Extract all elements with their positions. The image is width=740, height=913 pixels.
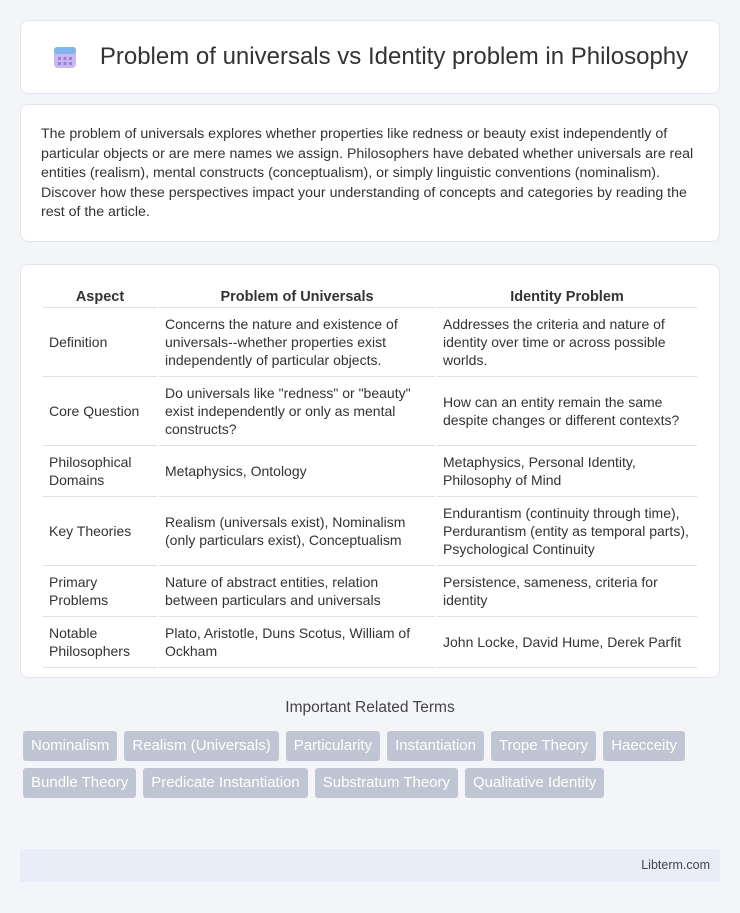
header-aspect: Aspect bbox=[43, 285, 157, 308]
cell-universals: Plato, Aristotle, Duns Scotus, William of Ockham bbox=[159, 617, 435, 668]
page-title: Problem of universals vs Identity problem in Philosophy bbox=[99, 43, 689, 70]
intro-text: The problem of universals explores whether properties like redness or beauty exist independently of particular objects or are mere names we assign. Philosophers have debated whether universals are real entities (realism), mental constructs (conceptualism), or simply linguistic conventions (nominalism). Discover how these perspectives impact your understanding of concepts and categories by reading the rest of the article. bbox=[41, 126, 694, 220]
table-row bbox=[43, 497, 697, 566]
cell-universals: Realism (universals exist), Nominalism (only particulars exist), Conceptualism bbox=[159, 497, 435, 566]
cell-identity: John Locke, David Hume, Derek Parfit bbox=[437, 617, 697, 668]
comparison-table bbox=[41, 285, 699, 668]
table-row bbox=[43, 377, 697, 446]
header-universals: Problem of Universals bbox=[159, 285, 435, 308]
tag-nominalism[interactable]: Nominalism bbox=[23, 731, 117, 761]
cell-aspect: Primary Problems bbox=[43, 566, 157, 617]
related-terms-list bbox=[23, 731, 723, 805]
footer-brand-link[interactable]: Libterm.com bbox=[641, 858, 710, 872]
table-row bbox=[43, 617, 697, 668]
table-row bbox=[43, 566, 697, 617]
table-header-row bbox=[43, 285, 697, 308]
tag-bundle-theory[interactable]: Bundle Theory bbox=[23, 768, 136, 798]
cell-aspect: Key Theories bbox=[43, 497, 157, 566]
comparison-table-card bbox=[20, 264, 720, 678]
cell-identity: How can an entity remain the same despite changes or different contexts? bbox=[437, 377, 697, 446]
table-row bbox=[43, 308, 697, 377]
tag-realism-universals[interactable]: Realism (Universals) bbox=[124, 731, 278, 761]
calendar-grid-icon bbox=[52, 44, 78, 70]
tag-particularity[interactable]: Particularity bbox=[286, 731, 380, 761]
tag-substratum-theory[interactable]: Substratum Theory bbox=[315, 768, 458, 798]
cell-universals: Do universals like "redness" or "beauty" exist independently or only as mental constructs? bbox=[159, 377, 435, 446]
cell-aspect: Notable Philosophers bbox=[43, 617, 157, 668]
cell-aspect: Definition bbox=[43, 308, 157, 377]
cell-universals: Concerns the nature and existence of universals--whether properties exist independently of particular objects. bbox=[159, 308, 435, 377]
tag-haecceity[interactable]: Haecceity bbox=[603, 731, 685, 761]
cell-identity: Metaphysics, Personal Identity, Philosophy of Mind bbox=[437, 446, 697, 497]
table-row bbox=[43, 446, 697, 497]
cell-aspect: Philosophical Domains bbox=[43, 446, 157, 497]
tag-predicate-instantiation[interactable]: Predicate Instantiation bbox=[143, 768, 307, 798]
header-identity: Identity Problem bbox=[437, 285, 697, 308]
cell-universals: Nature of abstract entities, relation between particulars and universals bbox=[159, 566, 435, 617]
related-terms-title: Important Related Terms bbox=[285, 699, 455, 716]
tag-instantiation[interactable]: Instantiation bbox=[387, 731, 484, 761]
tag-qualitative-identity[interactable]: Qualitative Identity bbox=[465, 768, 604, 798]
cell-aspect: Core Question bbox=[43, 377, 157, 446]
tag-trope-theory[interactable]: Trope Theory bbox=[491, 731, 596, 761]
header-card bbox=[20, 20, 720, 94]
cell-universals: Metaphysics, Ontology bbox=[159, 446, 435, 497]
cell-identity: Addresses the criteria and nature of identity over time or across possible worlds. bbox=[437, 308, 697, 377]
footer bbox=[20, 849, 720, 882]
cell-identity: Persistence, sameness, criteria for identity bbox=[437, 566, 697, 617]
intro-card bbox=[20, 104, 720, 242]
cell-identity: Endurantism (continuity through time), Perdurantism (entity as temporal parts), Psychological Continuity bbox=[437, 497, 697, 566]
